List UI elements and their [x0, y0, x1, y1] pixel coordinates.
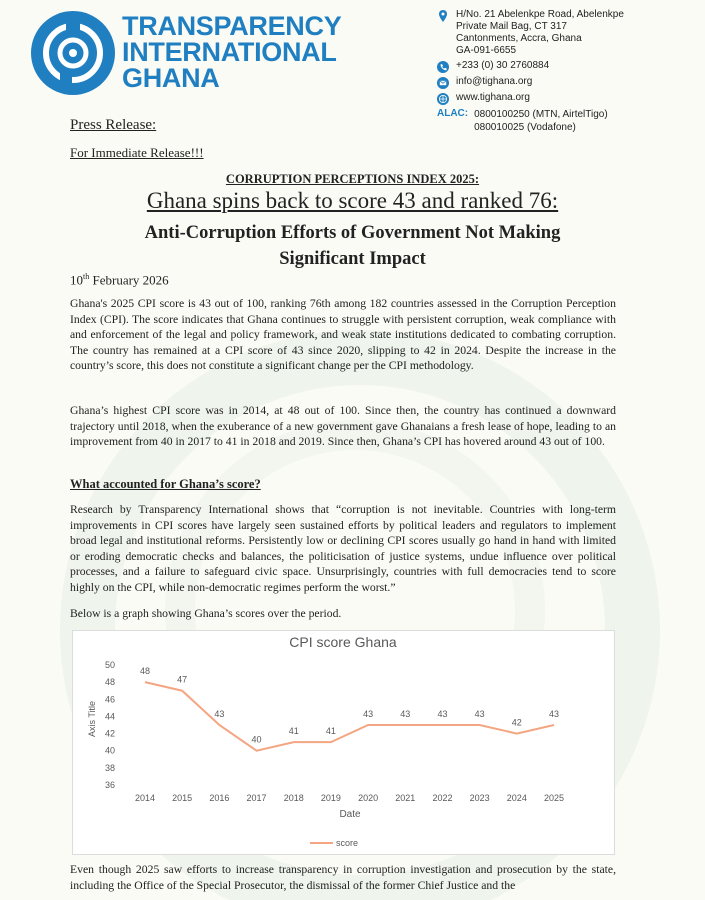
data-label: 43	[400, 709, 411, 719]
y-tick-label: 38	[104, 762, 115, 773]
address-line: Private Mail Bag, CT 317	[456, 21, 567, 32]
phone-number: +233 (0) 30 2760884	[456, 60, 550, 71]
x-tick-label: 2015	[172, 793, 193, 803]
series-line-score	[145, 682, 554, 751]
data-label: 43	[214, 709, 225, 719]
legend-entry-score: score	[336, 838, 359, 848]
data-label: 43	[363, 709, 374, 719]
data-label: 43	[437, 709, 448, 719]
subheadline-line: Anti-Corruption Efforts of Government Not Making	[144, 223, 561, 243]
press-release-label: Press Release:	[70, 117, 157, 133]
x-tick-label: 2019	[320, 793, 341, 803]
subheadline	[0, 220, 705, 272]
y-tick-label: 36	[104, 780, 115, 790]
data-label: 41	[288, 726, 299, 737]
x-tick-label: 2022	[432, 793, 453, 803]
data-label: 47	[177, 674, 188, 685]
paragraph-2: Ghana’s highest CPI score was in 2014, at 48 out of 100. Since then, the country has continued a downward trajectory until 2018, when the exuberance of a new government gave Ghanaians a fresh lease of hope, leading to an improvement from 40 in 2017 to 41 in 2018 and 2019. Since then, Ghana’s CPI has hovered around 43 out of 100.	[70, 404, 616, 449]
x-tick-label: 2020	[358, 793, 379, 803]
org-name-line: GHANA	[122, 63, 220, 93]
y-tick-label: 50	[104, 660, 115, 670]
section-heading: What accounted for Ghana’s score?	[70, 477, 261, 491]
y-tick-label: 42	[104, 728, 115, 739]
phone-row	[437, 60, 697, 73]
ti-logo-icon	[30, 10, 116, 96]
x-tick-label: 2023	[469, 793, 490, 803]
y-tick-label: 40	[104, 745, 115, 756]
address-line: Cantonments, Accra, Ghana	[456, 33, 582, 44]
alac-label: ALAC:	[437, 108, 469, 119]
y-tick-label: 44	[104, 711, 115, 722]
cpi-chart-svg	[73, 631, 614, 854]
data-label: 40	[251, 734, 262, 745]
org-name-line: TRANSPARENCY	[122, 11, 342, 41]
x-tick-label: 2017	[246, 793, 267, 803]
cpi-chart	[72, 630, 615, 855]
globe-icon	[437, 93, 449, 105]
y-tick-label: 46	[104, 694, 115, 705]
alac-row	[437, 108, 697, 134]
y-tick-label: 48	[104, 677, 115, 688]
chart-title: CPI score Ghana	[289, 634, 397, 650]
x-tick-label: 2025	[543, 793, 565, 803]
x-tick-label: 2014	[134, 793, 156, 803]
date-rest: February 2026	[89, 272, 169, 288]
data-label: 42	[511, 717, 522, 728]
date-day: 10	[70, 272, 83, 288]
headline: Ghana spins back to score 43 and ranked 76:	[146, 188, 559, 213]
data-label: 43	[548, 709, 560, 719]
alac-number: 0800100250 (MTN, AirtelTigo)	[474, 109, 608, 120]
contact-block	[437, 9, 697, 134]
data-label: 41	[325, 726, 336, 737]
email-link[interactable]: info@tighana.org	[456, 76, 533, 87]
location-pin-icon	[437, 10, 449, 22]
paragraph-3: Research by Transparency International shows that “corruption is not inevitable. Countries with long-term improvements in CPI scores have largely seen sustained efforts by political leaders and regulators to implement broad legal and institutional reforms. Persistently low or declining CPI scores usually go hand in hand with limited or eroding democratic checks and balances, the politicisation of justice systems, undue influence over political processes, and a failure to safeguard civic space. Unsurprisingly, countries with full democracies tend to score highly on the CPI, while non-democratic regimes perform the worst.”	[70, 503, 616, 594]
alac-number: 080010025 (Vodafone)	[474, 122, 576, 133]
paragraph-1: Ghana's 2025 CPI score is 43 out of 100, ranking 76th among 182 countries assessed in the Corruption Perception Index (CPI). The score indicates that Ghana continues to struggle with persistent corruption, weak compliance with and enforcement of the legal and policy framework, and weak state institutions dedicated to combating corruption. The country has remained at a CPI score of 43 since 2020, slipping to 42 in 2024. Despite the increase in the country’s score, this does not constitute a significant change per the CPI methodology.	[70, 297, 616, 373]
address-row	[437, 9, 697, 57]
website-link[interactable]: www.tighana.org	[456, 92, 530, 103]
email-icon	[437, 77, 449, 89]
chart-y-axis-label: Axis Title	[87, 700, 97, 738]
x-tick-label: 2016	[209, 793, 230, 803]
address-line: GA-091-6655	[456, 45, 517, 56]
organization-name	[122, 13, 341, 91]
paragraph-5: Even though 2025 saw efforts to increase transparency in corruption investigation and prosecution by the state, including the Office of the Special Prosecutor, the dismissal of the former Chief Justice and the	[70, 863, 616, 892]
org-name-line: INTERNATIONAL	[122, 37, 337, 67]
x-tick-label: 2018	[283, 793, 304, 803]
x-tick-label: 2021	[395, 793, 416, 803]
address-line: H/No. 21 Abelenkpe Road, Abelenkpe	[456, 9, 624, 20]
paragraph-4: Below is a graph showing Ghana’s scores over the period.	[70, 607, 342, 620]
release-date	[70, 272, 169, 288]
data-label: 48	[139, 666, 151, 677]
website-row	[437, 92, 697, 105]
subheadline-line: Significant Impact	[279, 249, 426, 269]
chart-x-axis-label: Date	[339, 809, 361, 820]
data-label: 43	[474, 709, 485, 719]
phone-icon	[437, 61, 449, 73]
date-suffix: th	[83, 272, 90, 281]
email-row	[437, 76, 697, 89]
x-tick-label: 2024	[506, 793, 527, 803]
immediate-release-label: For Immediate Release!!!	[70, 145, 204, 160]
kicker: CORRUPTION PERCEPTIONS INDEX 2025:	[225, 172, 480, 186]
